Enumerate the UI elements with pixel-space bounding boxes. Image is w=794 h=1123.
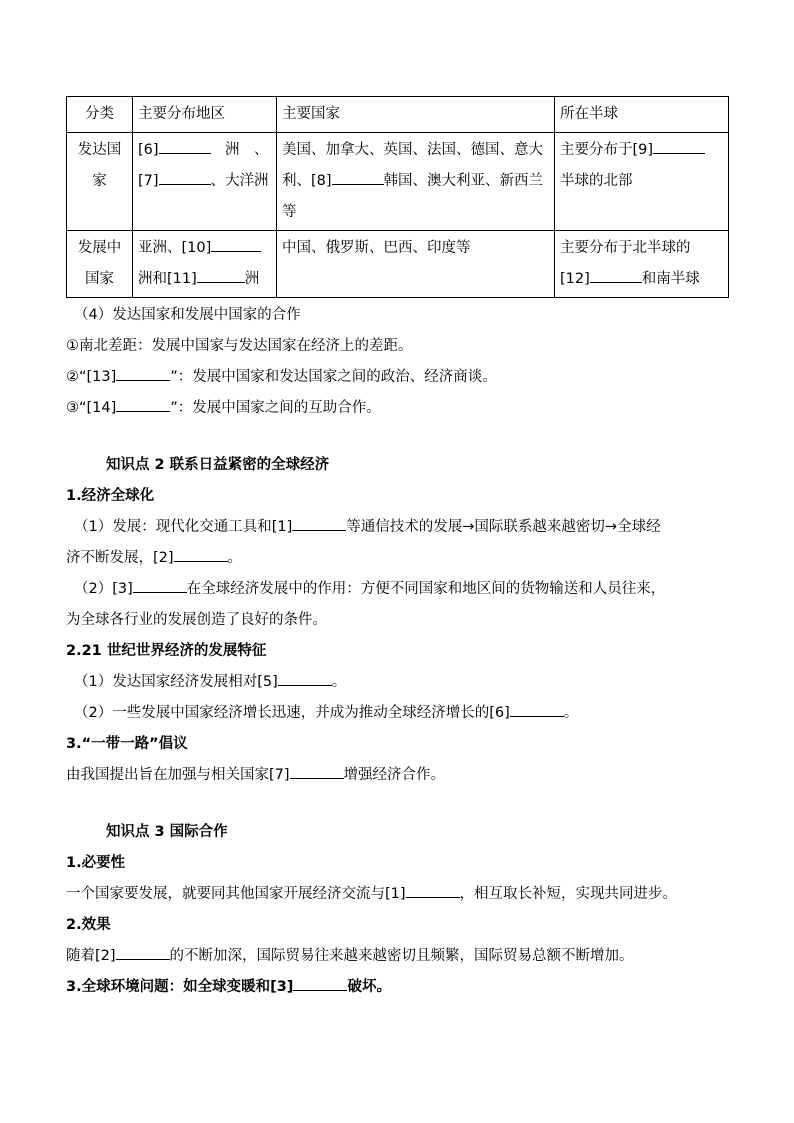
table-row-developed xyxy=(67,133,729,231)
kp2-blank-2[interactable] xyxy=(174,543,228,562)
kp2-s1-line-1: （1）发展：现代化交通工具和[1] 等通信技术的发展→国际联系越来越密切→全球经 xyxy=(66,512,728,543)
worksheet-page xyxy=(66,96,728,1003)
cooperation-title: （4）发达国家和发展中国家的合作 xyxy=(74,307,301,323)
cooperation-item-2: ②“[13] ”：发展中国家和发达国家之间的政治、经济商谈。 xyxy=(66,362,728,393)
header-countries: 主要国家 xyxy=(277,97,555,133)
blank-12[interactable] xyxy=(590,264,642,283)
cooperation-item-1: ①南北差距：发展中国家与发达国家在经济上的差距。 xyxy=(66,338,413,354)
kp2-blank-7[interactable] xyxy=(290,760,344,779)
country-classification-table xyxy=(66,96,729,298)
kp2-s2-line-2: （2）一些发展中国家经济增长迅速，并成为推动全球经济增长的[6] 。 xyxy=(66,698,728,729)
kp2-s1-line-3: （2）[3] 在全球经济发展中的作用：方便不同国家和地区间的货物输送和人员往来， xyxy=(66,574,728,605)
knowledge-point-3-title: 知识点 3 国际合作 xyxy=(106,824,228,840)
kp3-section-2-title: 2.效果 xyxy=(66,917,111,933)
kp3-blank-3[interactable] xyxy=(293,972,347,991)
kp3-section-3-title: 3.全球环境问题：如全球变暖和[3] 破坏。 xyxy=(66,972,728,1003)
kp2-blank-1[interactable] xyxy=(292,512,346,531)
blank-14[interactable] xyxy=(116,393,170,412)
table-row-developing xyxy=(67,231,729,298)
kp2-section-2-title: 2.21 世纪世界经济的发展特征 xyxy=(66,643,267,659)
kp2-blank-6[interactable] xyxy=(510,698,564,717)
header-category: 分类 xyxy=(67,97,133,133)
kp3-section-1-title: 1.必要性 xyxy=(66,855,126,871)
category-developed: 发达国家 xyxy=(67,133,133,231)
kp2-s2-line-1: （1）发达国家经济发展相对[5] 。 xyxy=(66,667,728,698)
header-region: 主要分布地区 xyxy=(133,97,277,133)
blank-8[interactable] xyxy=(332,166,384,185)
blank-6[interactable] xyxy=(159,135,211,154)
blank-9[interactable] xyxy=(653,135,705,154)
kp3-s1-line-1: 一个国家要发展，就要同其他国家开展经济交流与[1] ，相互取长补短，实现共同进步。 xyxy=(66,879,728,910)
blank-11[interactable] xyxy=(197,264,245,283)
blank-7[interactable] xyxy=(159,166,211,185)
region-developed: [6] 洲 、 [7] 、大洋洲 xyxy=(133,133,277,231)
kp2-s3-line-1: 由我国提出旨在加强与相关国家[7] 增强经济合作。 xyxy=(66,760,728,791)
cooperation-item-3: ③“[14] ”：发展中国家之间的互助合作。 xyxy=(66,393,728,424)
kp2-s1-line-2: 济不断发展，[2] 。 xyxy=(66,543,728,574)
kp2-blank-3[interactable] xyxy=(133,574,187,593)
hemisphere-developing: 主要分布于北半球的 [12] 和南半球 xyxy=(555,231,729,298)
category-developing: 发展中国家 xyxy=(67,231,133,298)
countries-developing: 中国、俄罗斯、巴西、印度等 xyxy=(277,231,555,298)
kp3-blank-2[interactable] xyxy=(116,941,170,960)
kp2-section-1-title: 1.经济全球化 xyxy=(66,488,155,504)
region-developing: 亚洲、[10] 洲和[11] 洲 xyxy=(133,231,277,298)
hemisphere-developed: 主要分布于[9] 半球的北部 xyxy=(555,133,729,231)
table-header-row xyxy=(67,97,729,133)
blank-10[interactable] xyxy=(211,233,261,252)
countries-developed: 美国、加拿大、英国、法国、德国、意大利、[8] 韩国、澳大利亚、新西兰等 xyxy=(277,133,555,231)
kp2-section-3-title: 3.“一带一路”倡议 xyxy=(66,736,188,752)
header-hemisphere: 所在半球 xyxy=(555,97,729,133)
kp3-blank-1[interactable] xyxy=(406,879,460,898)
knowledge-point-2-title: 知识点 2 联系日益紧密的全球经济 xyxy=(106,457,330,473)
kp2-blank-5[interactable] xyxy=(278,667,332,686)
blank-13[interactable] xyxy=(116,362,170,381)
kp3-s2-line-1: 随着[2] 的不断加深，国际贸易往来越来越密切且频繁，国际贸易总额不断增加。 xyxy=(66,941,728,972)
kp2-s1-line-4: 为全球各行业的发展创造了良好的条件。 xyxy=(66,612,327,628)
